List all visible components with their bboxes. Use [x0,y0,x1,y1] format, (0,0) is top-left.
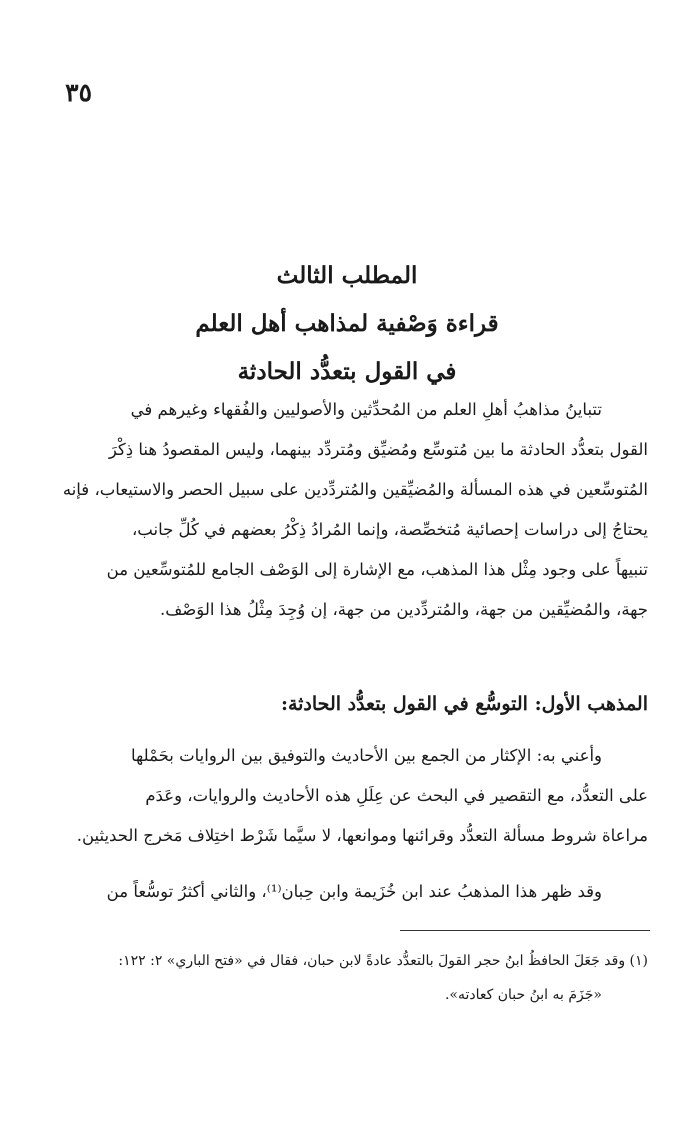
footnote-divider [400,930,650,931]
page-number: ٣٥ [65,78,92,107]
paragraph-intro [46,390,648,630]
text-line: على التعدُّد، مع التقصير في البحث عن عِلَلِ هذه الأحاديث والروايات، وعَدَم [145,786,648,805]
section-subtitle: قراءة وَصْفية لمذاهب أهل العلم [195,310,499,337]
text-line: تنبيهاً على وجود مِثْل هذا المذهب، مع الإشارة إلى الوَصْف الجامع للمُتوسِّعين من [106,560,648,579]
text-line: القول بتعدُّد الحادثة ما بين مُتوسِّع ومُضيِّق ومُتردِّد بينهما، وليس المقصودُ هنا ذِكْرَ [108,440,648,459]
section-headings [0,252,694,396]
section-title: المطلب الثالث [276,262,418,289]
paragraph-scholars [46,872,648,912]
paragraph-definition [46,736,648,856]
footnote-line: «جَزَمَ به ابنُ حبان كعادته». [444,987,602,1003]
footnote [36,944,648,1012]
section-subtitle-2: في القول بتعدُّد الحادثة [237,358,457,385]
text-line: يحتاجُ إلى دراسات إحصائية مُتخصِّصة، وإنما المُرادُ ذِكْرُ بعضهم في كُلِّ جانب، [131,520,648,539]
text-line: المُتوسِّعين في هذه المسألة والمُضيِّقين والمُتردِّدين على سبيل الحصر والاستيعاب، فإنه [62,480,648,499]
text-line: وأعني به: الإكثار من الجمع بين الأحاديث والتوفيق بين الروايات بحَمْلها [130,746,602,765]
text-line: تتباينُ مذاهبُ أهلِ العلم من المُحدِّثين والأصوليين والفُقهاء وغيرهم في [130,400,602,419]
text-line: مراعاة شروط مسألة التعدُّد وقرائنها وموانعها، لا سيَّما شَرْط اختِلاف مَخرج الحديثين. [76,826,648,845]
text-line: جهة، والمُضيِّقين من جهة، والمُتردِّدين من جهة، إن وُجِدَ مِثْلُ هذا الوَصْف. [159,600,648,619]
text-line: وقد ظهر هذا المذهبُ عند ابن خُزَيمة وابن حِبان⁽¹⁾، والثاني أكثرُ توسُّعاً من [106,882,602,901]
subheading-first-school: المذهب الأول: التوسُّع في القول بتعدُّد الحادثة: [280,693,648,715]
footnote-line: (١) وقد جَعَلَ الحافظُ ابنُ حجر القولَ بالتعدُّد عادةً لابن حبان، فقال في «فتح الباري» ٢: ١٢٢: [118,953,648,969]
